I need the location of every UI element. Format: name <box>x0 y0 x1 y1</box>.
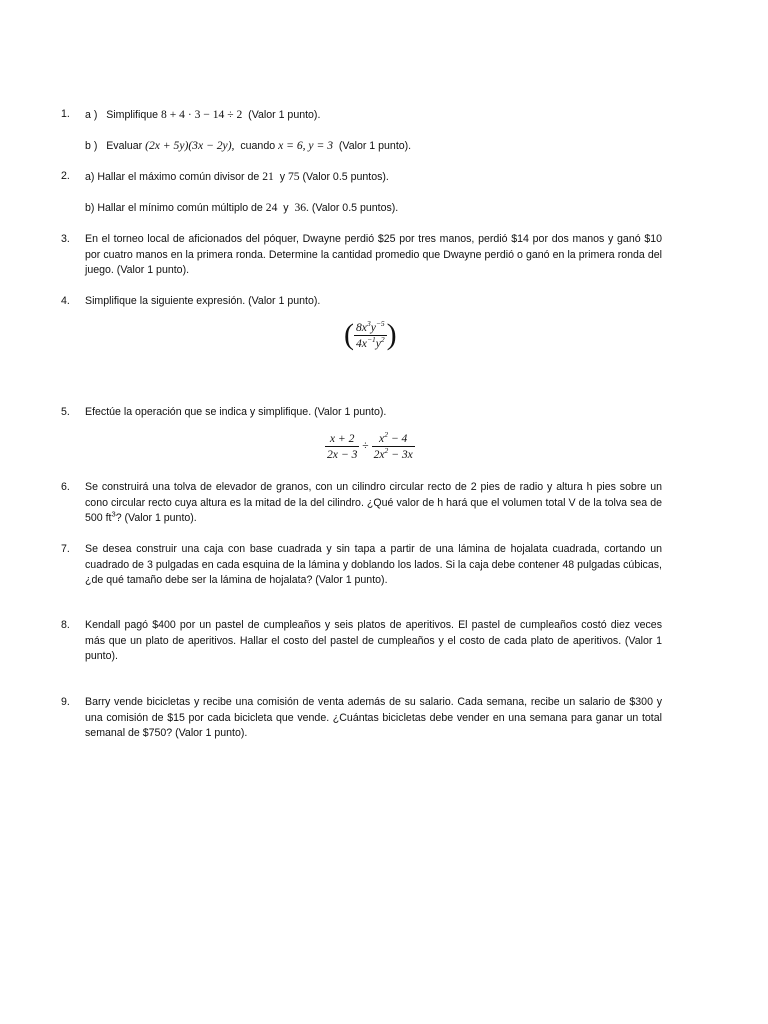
division-sign: ÷ <box>362 439 369 453</box>
item-3-text: En el torneo local de aficionados del póquer, Dwayne perdió $25 por tres manos, perdió $14 por dos manos y ganó $10 por cuatro manos en la primera ronda. Determine la cantidad promedio que Dwayne perdió o ganó en la primera ronda del juego. (Valor 1 punto). <box>85 233 662 277</box>
item-3-number: 3. <box>61 233 70 245</box>
item-number: 2. <box>61 170 70 182</box>
item-5-text: Efectúe la operación que se indica y simplifique. (Valor 1 punto). <box>85 406 387 418</box>
item-4-number: 4. <box>61 295 70 307</box>
number-value: 36. <box>294 201 309 214</box>
fraction: $\frac{8x^3y^{-5}}{4x^{-1}y^2}$ <box>356 318 385 350</box>
math-expression: (2x + 5y)(3x − 2y), <box>145 139 235 152</box>
conjunction: y <box>283 202 289 214</box>
item-8-number: 8. <box>61 619 70 631</box>
point-value: (Valor 0.5 puntos). <box>311 202 399 214</box>
item-number: 1. <box>61 108 70 120</box>
item-2a <box>85 169 389 185</box>
item-6-text: Se construirá una tolva de elevador de granos, con un cilindro circular recto de 2 pies de radio y altura h pies sobre un cono circular recto cuya altura es la mitad de la del cilindro. ¿Qué valor de h hará que el volumen total V de la tolva sea de 500 $ft^3$? (Valor 1 punto). <box>85 481 662 525</box>
math-condition: x = 6, y = 3 <box>278 139 333 152</box>
fraction-1: $\frac{x + 2}{2x - 3}$ <box>327 432 358 461</box>
instruction-text: Evaluar <box>106 140 143 152</box>
instruction-text: Simplifique <box>106 109 159 121</box>
item-1 <box>61 107 70 122</box>
right-paren: ) <box>386 318 397 351</box>
item-1a <box>85 107 320 123</box>
fraction-2: $\frac{x^2 - 4}{2x^2 - 3x}$ <box>373 430 413 461</box>
item-7-text: Se desea construir una caja con base cuadrada y sin tapa a partir de una lámina de hojalata cuadrada, cortando un cuadrado de 3 pulgadas en cada esquina de la lámina y doblando los lados. Si la caja debe contener 48 pulgadas cúbicas, ¿de qué tamaño debe ser la lámina de hojalata? (Valor 1 punto). <box>85 543 662 587</box>
instruction-text: a) Hallar el máximo común divisor de <box>85 171 260 183</box>
item-5-expression <box>325 432 415 461</box>
instruction-text: b) Hallar el mínimo común múltiplo de <box>85 202 263 214</box>
point-value: (Valor 1 punto). <box>338 140 412 152</box>
math-expression: 8 + 4 · 3 − 14 ÷ 2 <box>161 108 243 121</box>
number-value: 24 <box>265 201 278 214</box>
conjunction: y <box>279 171 286 183</box>
item-2-number <box>61 169 70 184</box>
item-7-number: 7. <box>61 543 70 555</box>
left-paren: ( <box>344 318 354 351</box>
item-9-number: 9. <box>61 696 70 708</box>
point-value: (Valor 1 punto). <box>248 109 321 121</box>
number-value: 21 <box>262 170 274 183</box>
item-1b <box>85 138 411 154</box>
item-4-expression <box>344 320 397 350</box>
sub-label: b ) <box>85 140 98 152</box>
number-value: 75 <box>287 170 300 183</box>
item-5-number: 5. <box>61 406 70 418</box>
item-8-text: Kendall pagó $400 por un pastel de cumpleaños y seis platos de aperitivos. El pastel de cumpleaños costó diez veces más que un plato de aperitivos. Hallar el costo del pastel de cumpleaños y el costo de cada plato de aperitivos. (Valor 1 punto). <box>85 619 662 663</box>
item-6-number: 6. <box>61 481 70 493</box>
item-9-text: Barry vende bicicletas y recibe una comisión de venta además de su salario. Cada semana, recibe un salario de $300 y una comisión de $15 por cada bicicleta que vende. ¿Cuántas bicicletas debe vender en una semana para ganar un total semanal de $750? (Valor 1 punto). <box>85 696 662 740</box>
item-2b <box>85 200 398 216</box>
sub-label: a ) <box>85 109 98 121</box>
condition-word: cuando <box>240 140 276 152</box>
item-4-text: Simplifique la siguiente expresión. (Valor 1 punto). <box>85 295 321 307</box>
point-value: (Valor 0.5 puntos). <box>302 171 389 183</box>
